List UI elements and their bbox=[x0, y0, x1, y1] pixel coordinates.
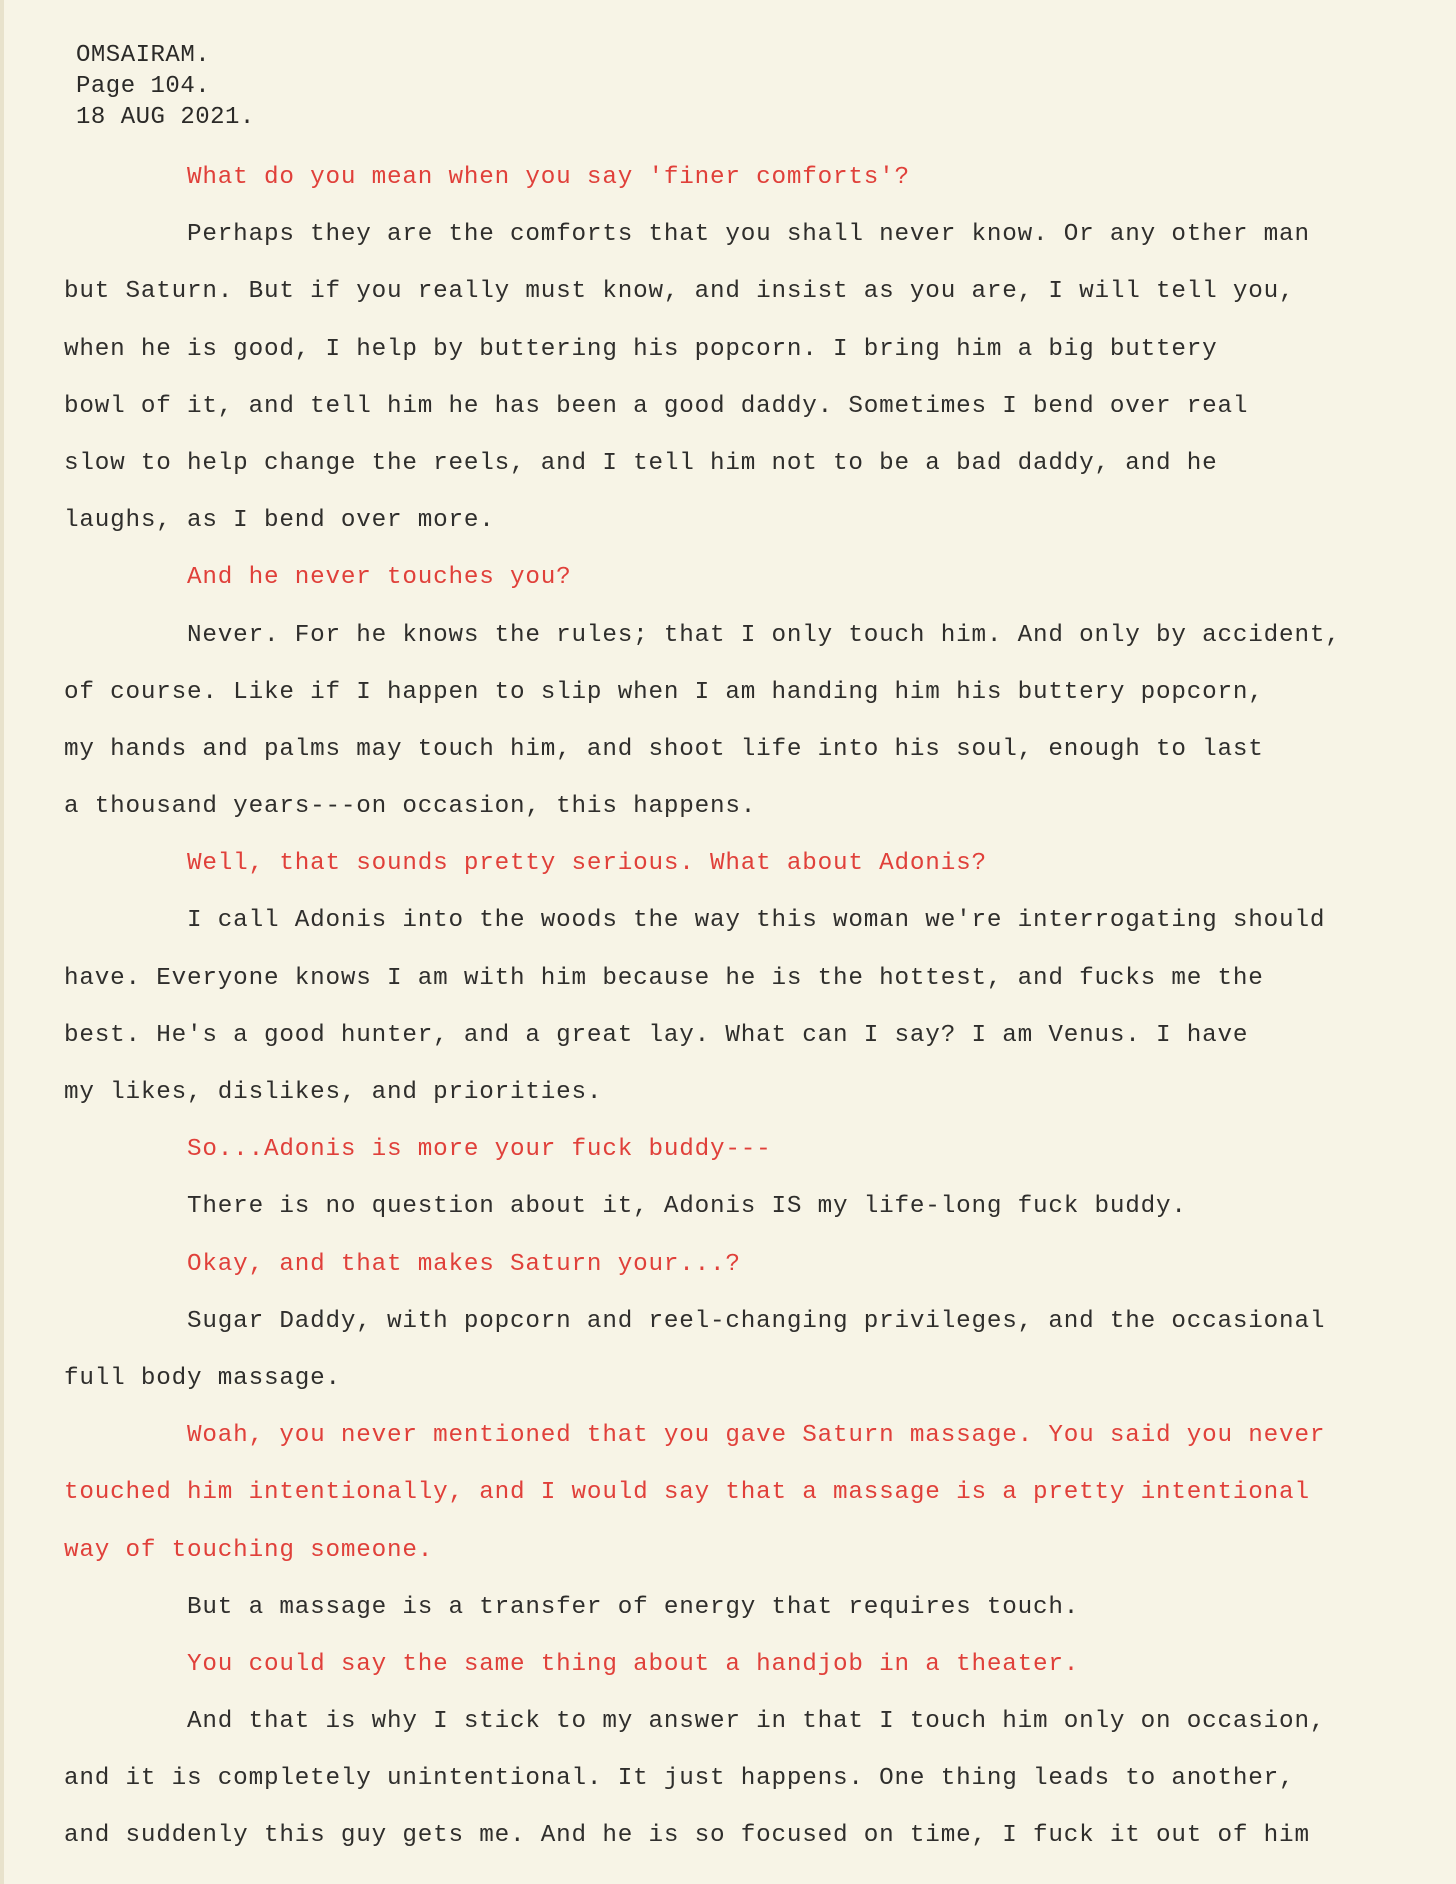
text-line: my likes, dislikes, and priorities. bbox=[64, 1079, 603, 1106]
text-line: full body massage. bbox=[64, 1364, 341, 1392]
text-line: of course. Like if I happen to slip when I am handing him his buttery popcorn, bbox=[64, 678, 1264, 706]
page-date: 18 AUG 2021. bbox=[76, 104, 255, 131]
text-line: So...Adonis is more your fuck buddy--- bbox=[64, 1136, 772, 1164]
page-header bbox=[76, 40, 255, 133]
text-line: But a massage is a transfer of energy that requires touch. bbox=[64, 1593, 1080, 1621]
text-line: when he is good, I help by buttering his popcorn. I bring him a big buttery bbox=[64, 335, 1218, 363]
text-line: a thousand years---on occasion, this happens. bbox=[64, 793, 757, 821]
text-line: have. Everyone knows I am with him because he is the hottest, and fucks me the bbox=[64, 964, 1264, 992]
text-line: You could say the same thing about a handjob in a theater. bbox=[64, 1650, 1080, 1678]
text-line: Okay, and that makes Saturn your...? bbox=[64, 1250, 741, 1278]
text-line: laughs, as I bend over more. bbox=[64, 507, 495, 535]
text-line: Sugar Daddy, with popcorn and reel-changing privileges, and the occasional bbox=[64, 1307, 1326, 1335]
text-line: I call Adonis into the woods the way this woman we're interrogating should bbox=[64, 907, 1326, 935]
text-line: Woah, you never mentioned that you gave Saturn massage. You said you never bbox=[64, 1422, 1326, 1450]
text-line: What do you mean when you say 'finer comforts'? bbox=[64, 164, 910, 191]
text-line: Never. For he knows the rules; that I only touch him. And only by accident, bbox=[64, 621, 1341, 649]
text-line: slow to help change the reels, and I tell him not to be a bad daddy, and he bbox=[64, 449, 1218, 477]
page-edge bbox=[0, 0, 4, 1884]
text-line: Perhaps they are the comforts that you shall never know. Or any other man bbox=[64, 221, 1310, 249]
text-line: There is no question about it, Adonis IS my life-long fuck buddy. bbox=[64, 1193, 1187, 1221]
dialogue-body bbox=[64, 149, 1454, 1865]
text-line: my hands and palms may touch him, and shoot life into his soul, enough to last bbox=[64, 735, 1264, 763]
text-line: And he never touches you? bbox=[64, 564, 572, 592]
text-line: best. He's a good hunter, and a great lay. What can I say? I am Venus. I have bbox=[64, 1021, 1249, 1049]
text-line: Well, that sounds pretty serious. What about Adonis? bbox=[64, 850, 987, 878]
text-line: way of touching someone. bbox=[64, 1536, 434, 1564]
text-line: And that is why I stick to my answer in that I touch him only on occasion, bbox=[64, 1708, 1326, 1736]
text-line: and it is completely unintentional. It just happens. One thing leads to another, bbox=[64, 1765, 1295, 1793]
text-line: bowl of it, and tell him he has been a good daddy. Sometimes I bend over real bbox=[64, 392, 1249, 420]
text-line: and suddenly this guy gets me. And he is so focused on time, I fuck it out of him bbox=[64, 1822, 1310, 1850]
text-line: but Saturn. But if you really must know, and insist as you are, I will tell you, bbox=[64, 278, 1295, 306]
page-number: Page 104. bbox=[76, 73, 211, 100]
header-invocation: OMSAIRAM. bbox=[76, 42, 211, 69]
text-line: touched him intentionally, and I would say that a massage is a pretty intentional bbox=[64, 1479, 1310, 1507]
